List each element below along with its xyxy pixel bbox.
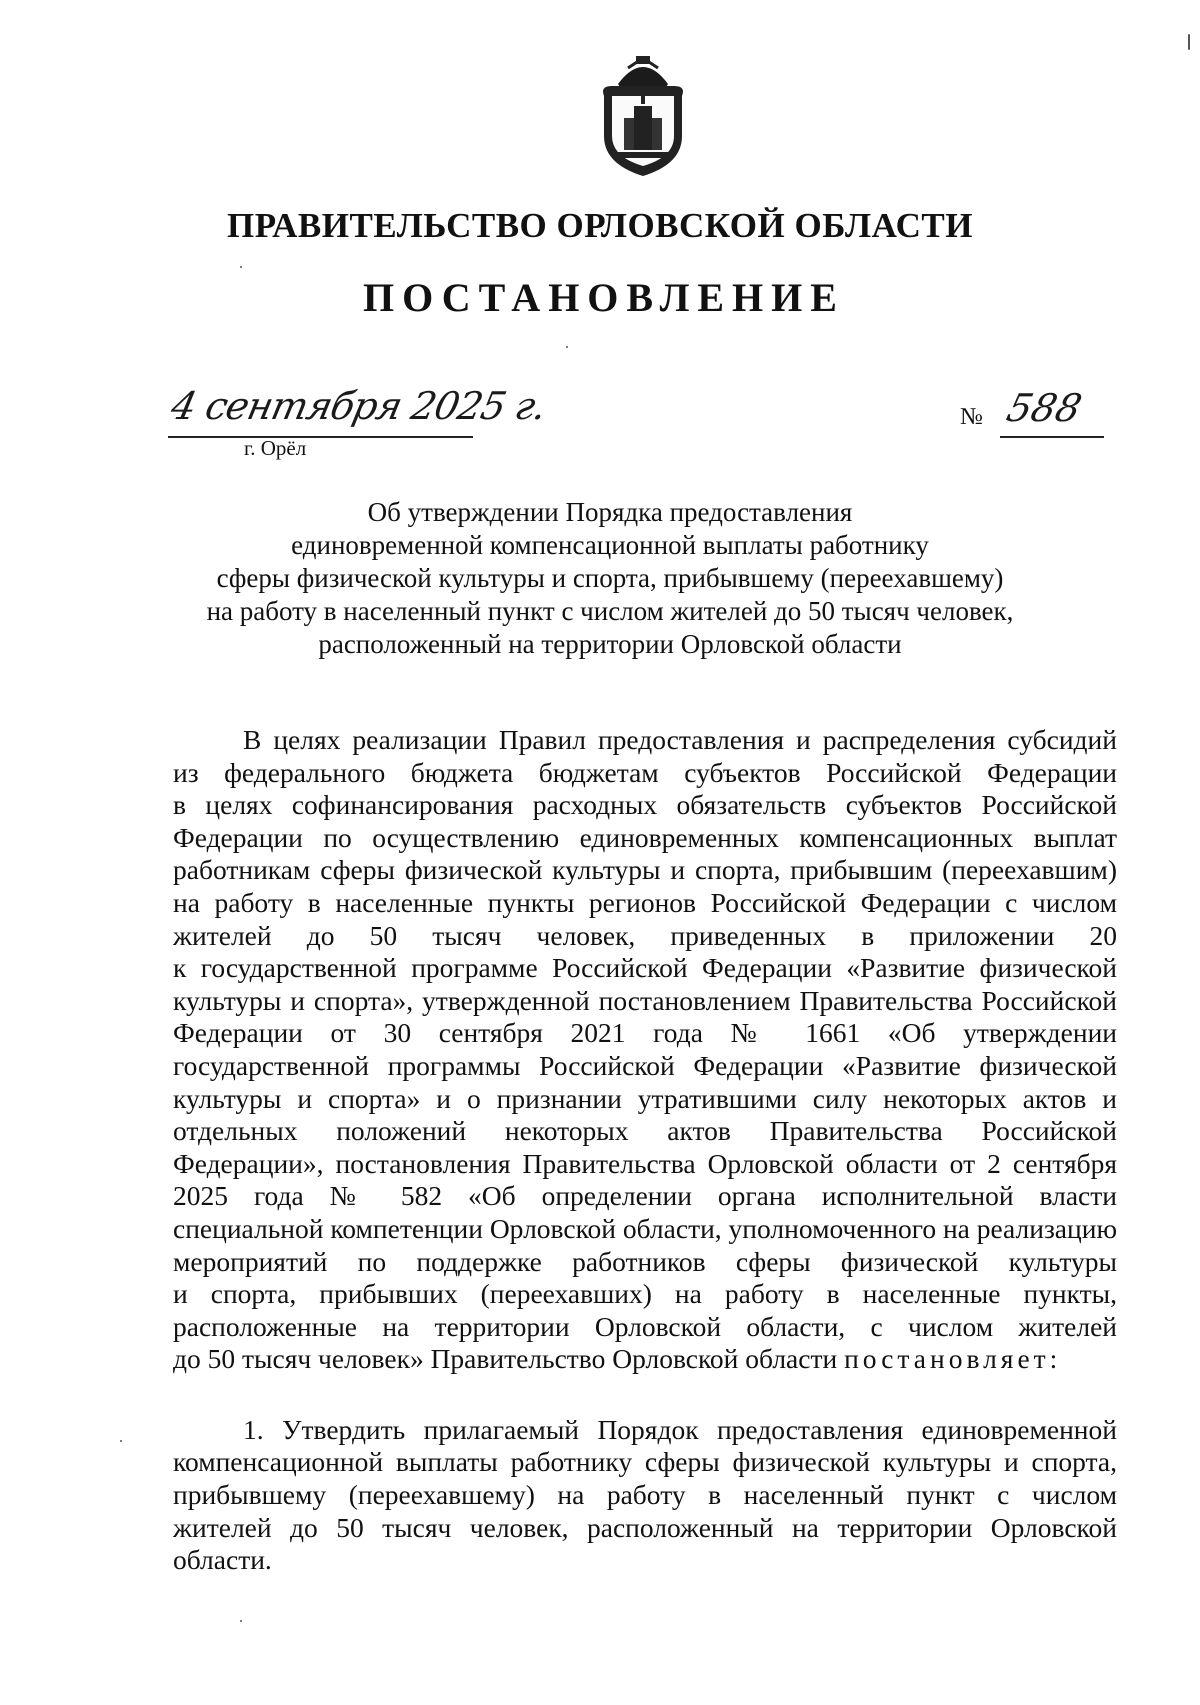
item-1-line: компенсационной выплаты работнику сферы физической культуры и спорта, (173, 1446, 1117, 1478)
scan-artifact (566, 346, 568, 348)
preamble-line: В целях реализации Правил предоставления и распределения субсидий (243, 724, 1117, 755)
preamble-line: из федерального бюджета бюджетам субъектов Российской Федерации (173, 756, 1117, 788)
item-1-line: области. (173, 1544, 272, 1576)
preamble-last-line (173, 1343, 1117, 1376)
preamble-paragraph (173, 724, 1117, 1376)
number-label: № (960, 404, 983, 430)
subject-line: расположенный на территории Орловской области (318, 629, 902, 659)
item-1-paragraph (173, 1414, 1117, 1577)
handwritten-date: 4 сентября 2025 г. (167, 384, 550, 428)
item-1-line: прибывшему (переехавшему) на работу в населенный пункт с числом (173, 1479, 1117, 1511)
scan-artifact (1188, 34, 1190, 50)
subject-line: Об утверждении Порядка предоставления (367, 497, 853, 527)
preamble-line: специальной компетенции Орловской области, уполномоченного на реализацию (173, 1212, 1117, 1244)
preamble-line: работникам сферы физической культуры и спорта, прибывшим (переехавшим) (173, 854, 1117, 886)
paragraph-gap (173, 1376, 1117, 1414)
document-body (173, 724, 1117, 1577)
preamble-line: расположенные на территории Орловской области, с числом жителей (173, 1310, 1117, 1342)
coat-of-arms-icon (598, 56, 688, 178)
preamble-line: государственной программы Российской Федерации «Развитие физической (173, 1049, 1117, 1081)
preamble-closing-text: до 50 тысяч человек» Правительство Орловской области (173, 1343, 838, 1375)
document-type-title: ПОСТАНОВЛЕНИЕ (363, 275, 845, 320)
preamble-line: 2025 года № 582 «Об определении органа исполнительной власти (173, 1180, 1117, 1212)
document-subject (140, 496, 1080, 661)
item-1-line: жителей до 50 тысяч человек, расположенный на территории Орловской (173, 1511, 1117, 1543)
preamble-line: культуры и спорта» и о признании утратившими силу некоторых актов и (173, 1082, 1117, 1114)
date-underline (168, 436, 473, 438)
item-1-line: 1. Утвердить прилагаемый Порядок предоставления единовременной (243, 1413, 1117, 1445)
city-label: г. Орёл (244, 436, 307, 460)
scan-artifact (240, 1620, 242, 1622)
preamble-line: культуры и спорта», утвержденной постановлением Правительства Российской (173, 984, 1117, 1016)
handwritten-number: 588 (1002, 386, 1087, 430)
preamble-line: Федерации», постановления Правительства Орловской области от 2 сентября (173, 1147, 1117, 1179)
preamble-line: в целях софинансирования расходных обязательств субъектов Российской (173, 789, 1117, 821)
number-underline (1000, 436, 1104, 438)
decree-verb: постановляет: (844, 1343, 1062, 1375)
subject-line: на работу в населенный пункт с числом жителей до 50 тысяч человек, (206, 596, 1014, 626)
scan-artifact (120, 1440, 122, 1442)
preamble-line: и спорта, прибывших (переехавших) на работу в населенные пункты, (173, 1278, 1117, 1310)
government-title: ПРАВИТЕЛЬСТВО ОРЛОВСКОЙ ОБЛАСТИ (227, 206, 973, 245)
preamble-line: мероприятий по поддержке работников сферы физической культуры (173, 1245, 1117, 1277)
subject-line: сферы физической культуры и спорта, прибывшему (переехавшему) (216, 563, 1004, 593)
preamble-line: Федерации по осуществлению единовременных компенсационных выплат (173, 821, 1117, 853)
preamble-line: к государственной программе Российской Федерации «Развитие физической (173, 952, 1117, 984)
preamble-line: Федерации от 30 сентября 2021 года № 1661 «Об утверждении (173, 1017, 1117, 1049)
preamble-line: жителей до 50 тысяч человек, приведенных в приложении 20 (173, 919, 1117, 951)
preamble-line: на работу в населенные пункты регионов Российской Федерации с числом (173, 886, 1117, 918)
scan-artifact (240, 266, 242, 268)
subject-line: единовременной компенсационной выплаты работнику (291, 530, 929, 560)
preamble-line: отдельных положений некоторых актов Правительства Российской (173, 1115, 1117, 1147)
